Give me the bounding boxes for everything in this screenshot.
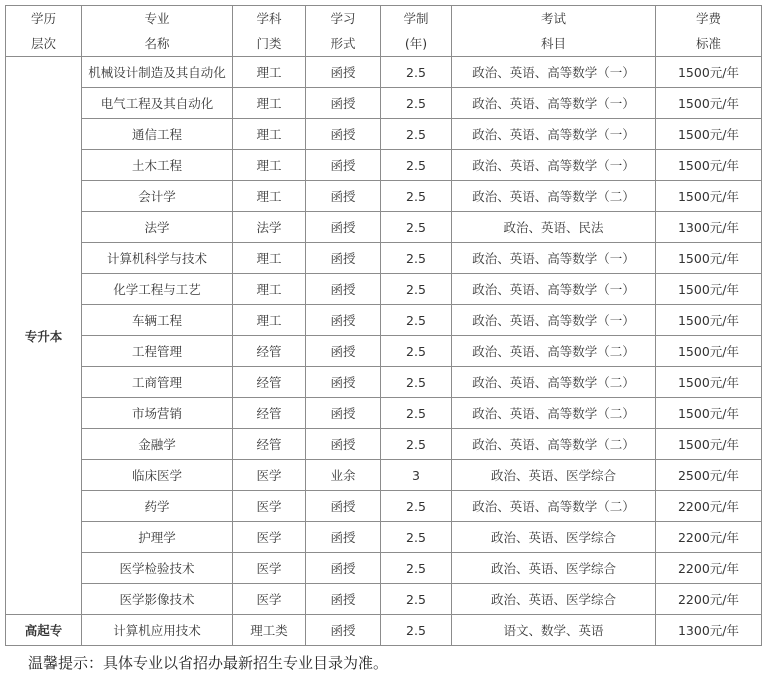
cell-fee: 1500元/年: [656, 429, 762, 460]
cell-major: 计算机科学与技术: [82, 243, 233, 274]
cell-fee: 1300元/年: [656, 615, 762, 646]
cell-major: 医学影像技术: [82, 584, 233, 615]
cell-years: 2.5: [381, 367, 452, 398]
cell-major: 市场营销: [82, 398, 233, 429]
cell-fee: 1300元/年: [656, 212, 762, 243]
cell-fee: 1500元/年: [656, 57, 762, 88]
cell-category: 经管: [233, 367, 306, 398]
cell-mode: 函授: [306, 615, 381, 646]
header-years: [381, 6, 452, 57]
cell-exam: 政治、英语、高等数学（一）: [452, 150, 656, 181]
cell-mode: 函授: [306, 522, 381, 553]
header-label-line1: 考试: [540, 11, 566, 26]
cell-years: 2.5: [381, 274, 452, 305]
cell-major: 金融学: [82, 429, 233, 460]
cell-category: 医学: [233, 460, 306, 491]
table-row: [6, 274, 762, 305]
header-label-line2: 形式: [330, 36, 356, 51]
table-row: [6, 553, 762, 584]
cell-years: 2.5: [381, 398, 452, 429]
cell-exam: 政治、英语、高等数学（二）: [452, 336, 656, 367]
cell-fee: 1500元/年: [656, 181, 762, 212]
cell-mode: 函授: [306, 181, 381, 212]
cell-fee: 1500元/年: [656, 243, 762, 274]
cell-exam: 政治、英语、医学综合: [452, 584, 656, 615]
cell-fee: 1500元/年: [656, 150, 762, 181]
header-row: [6, 6, 762, 57]
cell-major: 法学: [82, 212, 233, 243]
cell-years: 2.5: [381, 88, 452, 119]
cell-major: 会计学: [82, 181, 233, 212]
cell-category: 经管: [233, 336, 306, 367]
cell-mode: 函授: [306, 491, 381, 522]
cell-exam: 政治、英语、高等数学（一）: [452, 88, 656, 119]
cell-exam: 政治、英语、高等数学（二）: [452, 398, 656, 429]
cell-years: 2.5: [381, 584, 452, 615]
cell-exam: 政治、英语、高等数学（一）: [452, 274, 656, 305]
cell-major: 电气工程及其自动化: [82, 88, 233, 119]
cell-years: 2.5: [381, 491, 452, 522]
cell-years: 2.5: [381, 305, 452, 336]
cell-exam: 政治、英语、高等数学（二）: [452, 181, 656, 212]
cell-exam: 政治、英语、高等数学（一）: [452, 119, 656, 150]
header-level: [6, 6, 82, 57]
cell-category: 理工: [233, 150, 306, 181]
table-row: [6, 367, 762, 398]
cell-category: 法学: [233, 212, 306, 243]
header-label-line1: 专业: [144, 11, 170, 26]
cell-major: 工程管理: [82, 336, 233, 367]
cell-years: 2.5: [381, 57, 452, 88]
cell-years: 2.5: [381, 150, 452, 181]
cell-exam: 政治、英语、医学综合: [452, 460, 656, 491]
cell-major: 工商管理: [82, 367, 233, 398]
table-row: [6, 305, 762, 336]
cell-category: 医学: [233, 584, 306, 615]
cell-mode: 业余: [306, 460, 381, 491]
table-row: [6, 88, 762, 119]
header-label-line2: 层次: [30, 36, 56, 51]
cell-level: 高起专: [6, 615, 82, 646]
header-label-line1: 学费: [695, 11, 721, 26]
header-label-line2: 门类: [256, 36, 282, 51]
header-major: [82, 6, 233, 57]
cell-major: 计算机应用技术: [82, 615, 233, 646]
cell-years: 2.5: [381, 553, 452, 584]
cell-major: 医学检验技术: [82, 553, 233, 584]
cell-exam: 政治、英语、医学综合: [452, 522, 656, 553]
table-row: [6, 336, 762, 367]
header-label-line2: (年): [404, 36, 428, 51]
header-label-line2: 科目: [540, 36, 566, 51]
table-row: [6, 584, 762, 615]
cell-years: 2.5: [381, 429, 452, 460]
cell-mode: 函授: [306, 119, 381, 150]
cell-fee: 1500元/年: [656, 367, 762, 398]
cell-category: 理工: [233, 119, 306, 150]
cell-major: 土木工程: [82, 150, 233, 181]
cell-mode: 函授: [306, 367, 381, 398]
cell-major: 机械设计制造及其自动化: [82, 57, 233, 88]
header-exam: [452, 6, 656, 57]
header-label-line1: 学习: [330, 11, 356, 26]
cell-mode: 函授: [306, 584, 381, 615]
table-row: [6, 181, 762, 212]
cell-major: 药学: [82, 491, 233, 522]
cell-level: 专升本: [6, 57, 82, 615]
cell-major: 临床医学: [82, 460, 233, 491]
table-row: [6, 150, 762, 181]
cell-exam: 政治、英语、民法: [452, 212, 656, 243]
header-label-line1: 学制: [403, 11, 429, 26]
cell-fee: 2500元/年: [656, 460, 762, 491]
cell-years: 2.5: [381, 522, 452, 553]
cell-exam: 政治、英语、高等数学（二）: [452, 429, 656, 460]
cell-exam: 政治、英语、高等数学（一）: [452, 243, 656, 274]
cell-category: 理工: [233, 274, 306, 305]
cell-exam: 语文、数学、英语: [452, 615, 656, 646]
table-row: [6, 491, 762, 522]
cell-exam: 政治、英语、高等数学（二）: [452, 367, 656, 398]
cell-mode: 函授: [306, 398, 381, 429]
table-row: [6, 429, 762, 460]
cell-mode: 函授: [306, 429, 381, 460]
cell-years: 2.5: [381, 243, 452, 274]
table-row: [6, 57, 762, 88]
cell-mode: 函授: [306, 336, 381, 367]
cell-category: 经管: [233, 398, 306, 429]
cell-mode: 函授: [306, 88, 381, 119]
header-label-line2: 标准: [695, 36, 721, 51]
table-body: [6, 57, 762, 646]
cell-major: 化学工程与工艺: [82, 274, 233, 305]
table-row: [6, 398, 762, 429]
cell-mode: 函授: [306, 305, 381, 336]
header-fee: [656, 6, 762, 57]
cell-exam: 政治、英语、高等数学（一）: [452, 57, 656, 88]
cell-fee: 1500元/年: [656, 398, 762, 429]
cell-fee: 1500元/年: [656, 88, 762, 119]
cell-fee: 2200元/年: [656, 491, 762, 522]
header-label-line1: 学科: [256, 11, 282, 26]
table-row: [6, 243, 762, 274]
cell-fee: 2200元/年: [656, 584, 762, 615]
cell-mode: 函授: [306, 212, 381, 243]
table-row: [6, 615, 762, 646]
cell-category: 理工: [233, 243, 306, 274]
cell-category: 理工类: [233, 615, 306, 646]
cell-fee: 1500元/年: [656, 119, 762, 150]
cell-major: 车辆工程: [82, 305, 233, 336]
cell-mode: 函授: [306, 243, 381, 274]
cell-category: 理工: [233, 305, 306, 336]
cell-mode: 函授: [306, 274, 381, 305]
cell-major: 护理学: [82, 522, 233, 553]
header-category: [233, 6, 306, 57]
cell-exam: 政治、英语、高等数学（二）: [452, 491, 656, 522]
cell-fee: 1500元/年: [656, 274, 762, 305]
cell-years: 2.5: [381, 119, 452, 150]
cell-years: 2.5: [381, 615, 452, 646]
header-label-line2: 名称: [144, 36, 170, 51]
cell-mode: 函授: [306, 150, 381, 181]
cell-years: 2.5: [381, 181, 452, 212]
enrollment-table: [5, 5, 762, 646]
cell-category: 医学: [233, 522, 306, 553]
table-row: [6, 119, 762, 150]
cell-category: 经管: [233, 429, 306, 460]
cell-category: 理工: [233, 57, 306, 88]
cell-exam: 政治、英语、医学综合: [452, 553, 656, 584]
cell-category: 理工: [233, 88, 306, 119]
footnote: 温馨提示：具体专业以省招办最新招生专业目录为准。: [28, 654, 389, 672]
table-header: [6, 6, 762, 57]
cell-category: 医学: [233, 553, 306, 584]
header-label-line1: 学历: [30, 11, 56, 26]
cell-exam: 政治、英语、高等数学（一）: [452, 305, 656, 336]
cell-fee: 1500元/年: [656, 336, 762, 367]
cell-years: 3: [381, 460, 452, 491]
cell-category: 医学: [233, 491, 306, 522]
cell-category: 理工: [233, 181, 306, 212]
cell-years: 2.5: [381, 336, 452, 367]
cell-mode: 函授: [306, 553, 381, 584]
header-mode: [306, 6, 381, 57]
cell-fee: 2200元/年: [656, 522, 762, 553]
cell-mode: 函授: [306, 57, 381, 88]
cell-years: 2.5: [381, 212, 452, 243]
cell-fee: 1500元/年: [656, 305, 762, 336]
table-row: [6, 212, 762, 243]
table-row: [6, 460, 762, 491]
cell-fee: 2200元/年: [656, 553, 762, 584]
cell-major: 通信工程: [82, 119, 233, 150]
table-row: [6, 522, 762, 553]
